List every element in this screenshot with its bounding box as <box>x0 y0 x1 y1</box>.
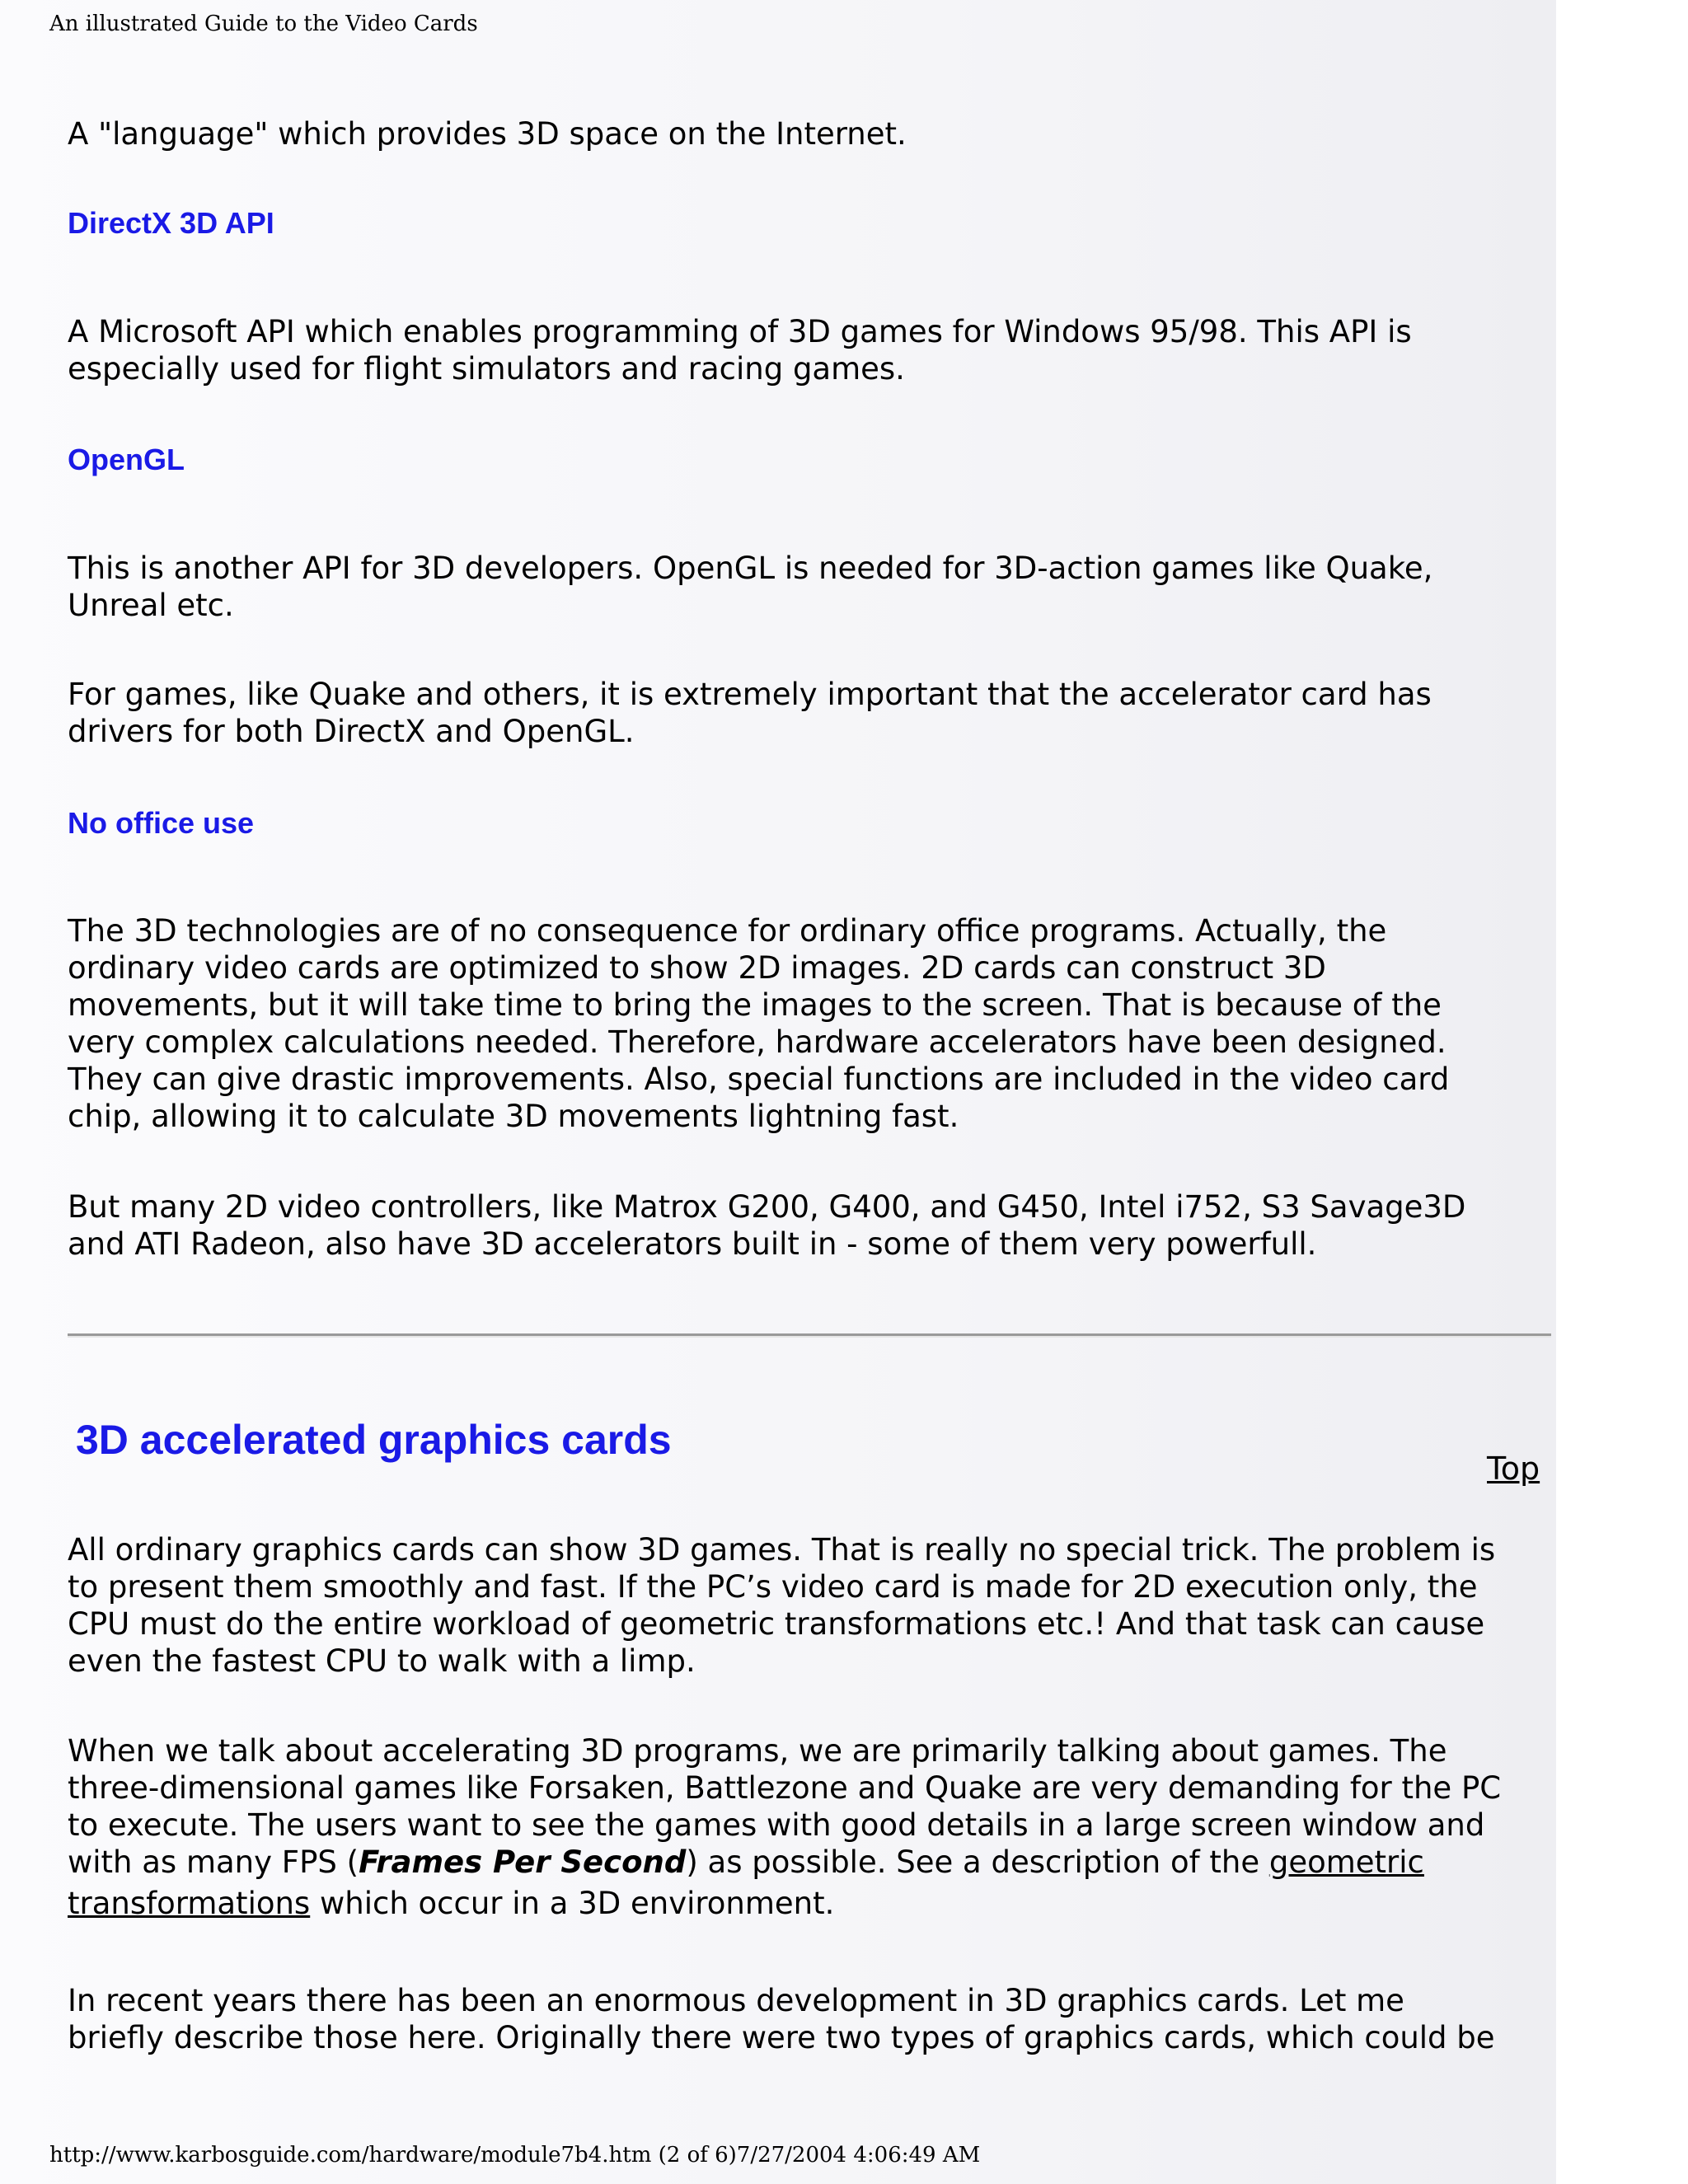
directx-line: A Microsoft API which enables programming of 3D games for Windows 95/98. This API is <box>68 314 1412 349</box>
section-line-tail: which occur in a 3D environment. <box>310 1886 835 1921</box>
office-line: chip, allowing it to calculate 3D movements lightning fast. <box>68 1099 959 1134</box>
print-footer: http://www.karbosguide.com/hardware/module7b4.htm (2 of 6)7/27/2004 4:06:49 AM <box>49 2143 981 2168</box>
directx-paragraph <box>68 313 1551 387</box>
office-line: and ATI Radeon, also have 3D accelerators built in - some of them very powerfull. <box>68 1226 1317 1262</box>
section-paragraph-2 <box>68 1732 1551 1922</box>
office-line: ordinary video cards are optimized to show 2D images. 2D cards can construct 3D <box>68 950 1326 986</box>
section-divider <box>68 1333 1551 1338</box>
office-line: They can give drastic improvements. Also, special functions are included in the video card <box>68 1062 1450 1097</box>
office-paragraph-2 <box>68 1188 1551 1263</box>
fps-pre: with as many FPS ( <box>68 1844 359 1880</box>
office-heading: No office use <box>68 806 255 840</box>
section-line <box>68 1885 1551 1922</box>
section-title: 3D accelerated graphics cards <box>76 1417 672 1463</box>
office-line: movements, but it will take time to bring the images to the screen. That is because of the <box>68 987 1442 1023</box>
office-line: The 3D technologies are of no consequence for ordinary office programs. Actually, the <box>68 913 1387 949</box>
vrml-text: A "language" which provides 3D space on the Internet. <box>68 116 907 152</box>
vrml-paragraph <box>68 115 1551 152</box>
section-paragraph-1 <box>68 1531 1551 1680</box>
section-line: briefly describe those here. Originally there were two types of graphics cards, which could be <box>68 2020 1495 2055</box>
directx-heading: DirectX 3D API <box>68 206 274 240</box>
section-line <box>68 1844 1551 1881</box>
geometric-transformations-link-part1[interactable]: geometric <box>1268 1844 1424 1880</box>
fps-post: ) as possible. See a description of the <box>686 1844 1269 1880</box>
opengl-line: For games, like Quake and others, it is extremely important that the accelerator card has <box>68 677 1432 712</box>
opengl-line: drivers for both DirectX and OpenGL. <box>68 714 635 749</box>
opengl-line: Unreal etc. <box>68 588 234 623</box>
fps-emphasis: Frames Per Second <box>359 1844 687 1880</box>
opengl-heading-block <box>68 443 1551 477</box>
print-header: An illustrated Guide to the Video Cards <box>49 12 478 36</box>
opengl-paragraph-2 <box>68 676 1551 750</box>
section-line: to present them smoothly and fast. If the PC’s video card is made for 2D execution only, the <box>68 1569 1478 1605</box>
section-paragraph-3 <box>68 1982 1551 2056</box>
section-line: When we talk about accelerating 3D programs, we are primarily talking about games. The <box>68 1733 1447 1769</box>
geometric-transformations-link-part2[interactable]: transformations <box>68 1886 311 1921</box>
top-link[interactable]: Top <box>1487 1451 1540 1487</box>
section-line: CPU must do the entire workload of geometric transformations etc.! And that task can cause <box>68 1606 1485 1642</box>
opengl-line: This is another API for 3D developers. OpenGL is needed for 3D-action games like Quake, <box>68 551 1433 586</box>
opengl-heading: OpenGL <box>68 443 185 476</box>
section-line: three-dimensional games like Forsaken, Battlezone and Quake are very demanding for the PC <box>68 1770 1502 1806</box>
office-line: But many 2D video controllers, like Matrox G200, G400, and G450, Intel i752, S3 Savage3D <box>68 1189 1466 1225</box>
section-line: In recent years there has been an enormous development in 3D graphics cards. Let me <box>68 1983 1404 2018</box>
section-line: All ordinary graphics cards can show 3D games. That is really no special trick. The problem is <box>68 1532 1496 1568</box>
directx-heading-block <box>68 206 1551 241</box>
section-title-block <box>76 1416 1559 1464</box>
opengl-paragraph-1 <box>68 550 1551 624</box>
office-heading-block <box>68 806 1551 841</box>
directx-line: especially used for flight simulators and racing games. <box>68 351 905 387</box>
section-line: to execute. The users want to see the games with good details in a large screen window and <box>68 1807 1485 1843</box>
office-line: very complex calculations needed. Therefore, hardware accelerators have been designed. <box>68 1024 1447 1060</box>
office-paragraph-1 <box>68 912 1551 1135</box>
section-line: even the fastest CPU to walk with a limp. <box>68 1643 696 1679</box>
